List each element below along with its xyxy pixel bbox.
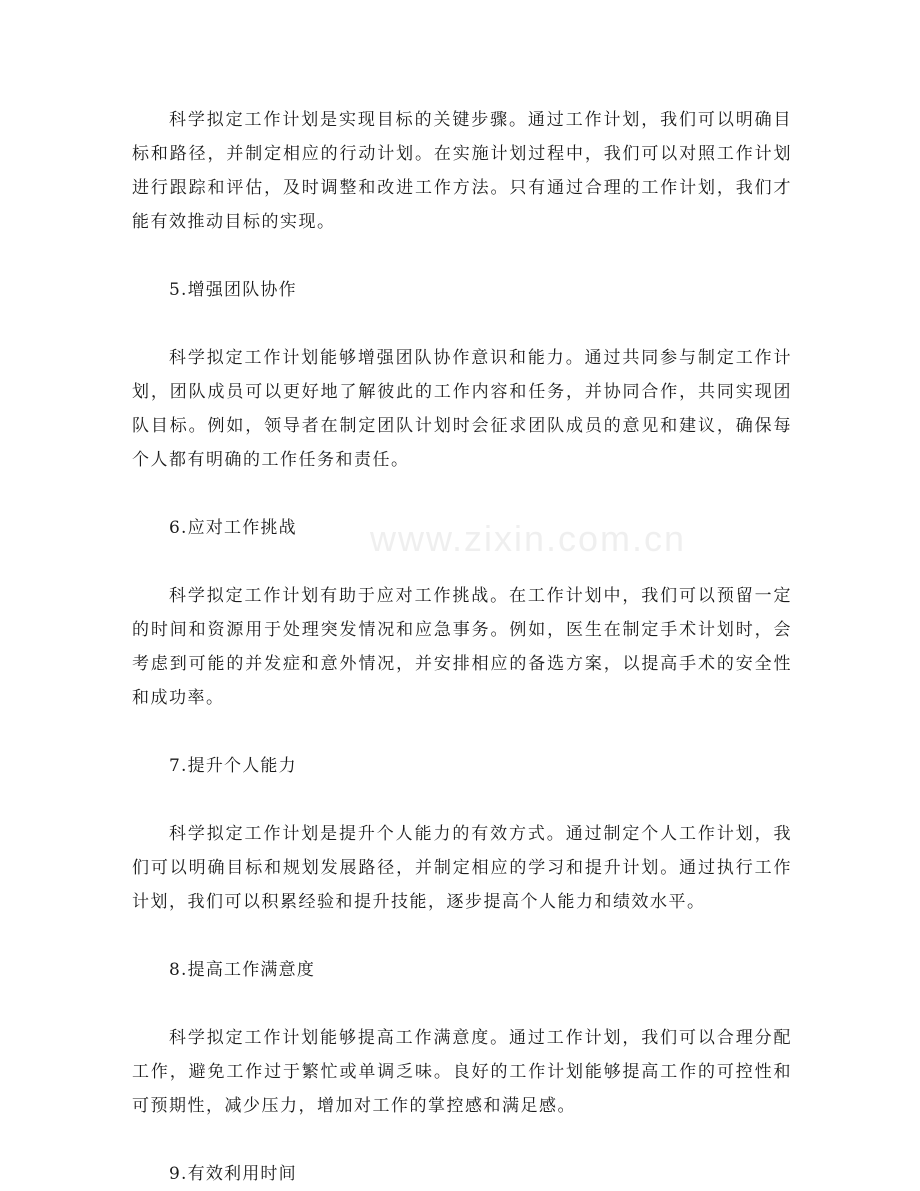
paragraph-team-collaboration: 科学拟定工作计划能够增强团队协作意识和能力。通过共同参与制定工作计划，团队成员可以更好地了解彼此的工作内容和任务，并协同合作，共同实现团队目标。例如，领导者在制定团队计划时会征求团队成员的意见和建议，确保每个人都有明确的工作任务和责任。 [132, 348, 792, 470]
watermark: www.zixin.com.cn [370, 518, 687, 559]
heading-team-collaboration: 5.增强团队协作 [169, 280, 297, 300]
paragraph-work-challenges: 科学拟定工作计划有助于应对工作挑战。在工作计划中，我们可以预留一定的时间和资源用于处理突发情况和应急事务。例如，医生在制定手术计划时，会考虑到可能的并发症和意外情况，并安排相应的备选方案，以提高手术的安全性和成功率。 [132, 586, 792, 708]
heading-personal-ability: 7.提升个人能力 [169, 756, 297, 776]
heading-job-satisfaction: 8.提高工作满意度 [169, 960, 316, 980]
paragraph-personal-ability: 科学拟定工作计划是提升个人能力的有效方式。通过制定个人工作计划，我们可以明确目标和规划发展路径，并制定相应的学习和提升计划。通过执行工作计划，我们可以积累经验和提升技能，逐步提高个人能力和绩效水平。 [132, 824, 792, 912]
paragraph-intro: 科学拟定工作计划是实现目标的关键步骤。通过工作计划，我们可以明确目标和路径，并制定相应的行动计划。在实施计划过程中，我们可以对照工作计划进行跟踪和评估，及时调整和改进工作方法。只有通过合理的工作计划，我们才能有效推动目标的实现。 [132, 110, 792, 232]
paragraph-job-satisfaction: 科学拟定工作计划能够提高工作满意度。通过工作计划，我们可以合理分配工作，避免工作过于繁忙或单调乏味。良好的工作计划能够提高工作的可控性和可预期性，减少压力，增加对工作的掌控感和满足感。 [132, 1028, 792, 1116]
heading-work-challenges: 6.应对工作挑战 [169, 518, 297, 538]
heading-time-usage: 9.有效利用时间 [169, 1164, 297, 1184]
document-body [132, 103, 792, 1191]
